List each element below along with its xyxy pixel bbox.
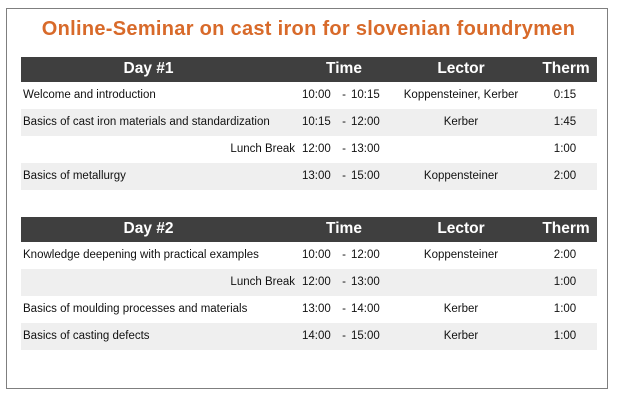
lector-cell: Kerber — [443, 116, 479, 128]
start-time-cell: 10:00 — [302, 249, 331, 261]
topic-cell: Lunch Break — [230, 143, 295, 155]
time-header: Time — [326, 60, 362, 77]
lector-header: Lector — [437, 220, 485, 237]
therm-cell: 1:00 — [553, 330, 577, 342]
end-time-cell: 13:00 — [351, 143, 380, 155]
therm-cell: 1:00 — [553, 303, 577, 315]
end-time-cell: 10:15 — [351, 89, 380, 101]
lector-cell: Kerber — [443, 303, 479, 315]
therm-cell: 2:00 — [553, 170, 577, 182]
time-header: Time — [326, 220, 362, 237]
therm-cell: 0:15 — [553, 89, 577, 101]
time-dash: - — [342, 303, 346, 315]
time-dash: - — [342, 89, 346, 101]
topic-cell: Basics of metallurgy — [23, 170, 126, 182]
table-row — [21, 163, 597, 190]
end-time-cell: 12:00 — [351, 249, 380, 261]
therm-cell: 2:00 — [553, 249, 577, 261]
day-2-table — [21, 217, 597, 350]
therm-cell: 1:00 — [553, 276, 577, 288]
lector-cell: Koppensteiner — [423, 249, 499, 261]
table-row — [21, 109, 597, 136]
seminar-title: Online-Seminar on cast iron for slovenian foundrymen — [41, 18, 576, 40]
table-row — [21, 136, 597, 163]
time-dash: - — [342, 143, 346, 155]
lector-header: Lector — [437, 60, 485, 77]
time-dash: - — [342, 276, 346, 288]
start-time-cell: 10:00 — [302, 89, 331, 101]
time-dash: - — [342, 249, 346, 261]
therm-cell: 1:00 — [553, 143, 577, 155]
end-time-cell: 12:00 — [351, 116, 380, 128]
lector-cell: Kerber — [443, 330, 479, 342]
table-row — [21, 296, 597, 323]
start-time-cell: 12:00 — [302, 276, 331, 288]
topic-cell: Basics of casting defects — [23, 330, 150, 342]
time-dash: - — [342, 330, 346, 342]
topic-cell: Basics of cast iron materials and standardization — [23, 116, 270, 128]
end-time-cell: 15:00 — [351, 170, 380, 182]
end-time-cell: 13:00 — [351, 276, 380, 288]
start-time-cell: 14:00 — [302, 330, 331, 342]
day-1-table — [21, 57, 597, 190]
table-row — [21, 242, 597, 269]
topic-cell: Welcome and introduction — [23, 89, 156, 101]
therm-header: Therm — [542, 220, 590, 237]
time-dash: - — [342, 170, 346, 182]
lector-cell: Koppensteiner, Kerber — [403, 89, 519, 101]
day-label: Day #1 — [123, 60, 174, 77]
time-dash: - — [342, 116, 346, 128]
start-time-cell: 13:00 — [302, 303, 331, 315]
day-2-header — [21, 217, 597, 242]
table-row — [21, 82, 597, 109]
day-1-header — [21, 57, 597, 82]
therm-header: Therm — [542, 60, 590, 77]
table-row — [21, 269, 597, 296]
start-time-cell: 12:00 — [302, 143, 331, 155]
table-row — [21, 323, 597, 350]
start-time-cell: 13:00 — [302, 170, 331, 182]
end-time-cell: 15:00 — [351, 330, 380, 342]
day-label: Day #2 — [123, 220, 174, 237]
topic-cell: Lunch Break — [230, 276, 295, 288]
therm-cell: 1:45 — [553, 116, 577, 128]
lector-cell: Koppensteiner — [423, 170, 499, 182]
end-time-cell: 14:00 — [351, 303, 380, 315]
topic-cell: Knowledge deepening with practical examples — [23, 249, 259, 261]
topic-cell: Basics of moulding processes and materials — [23, 303, 248, 315]
start-time-cell: 10:15 — [302, 116, 331, 128]
